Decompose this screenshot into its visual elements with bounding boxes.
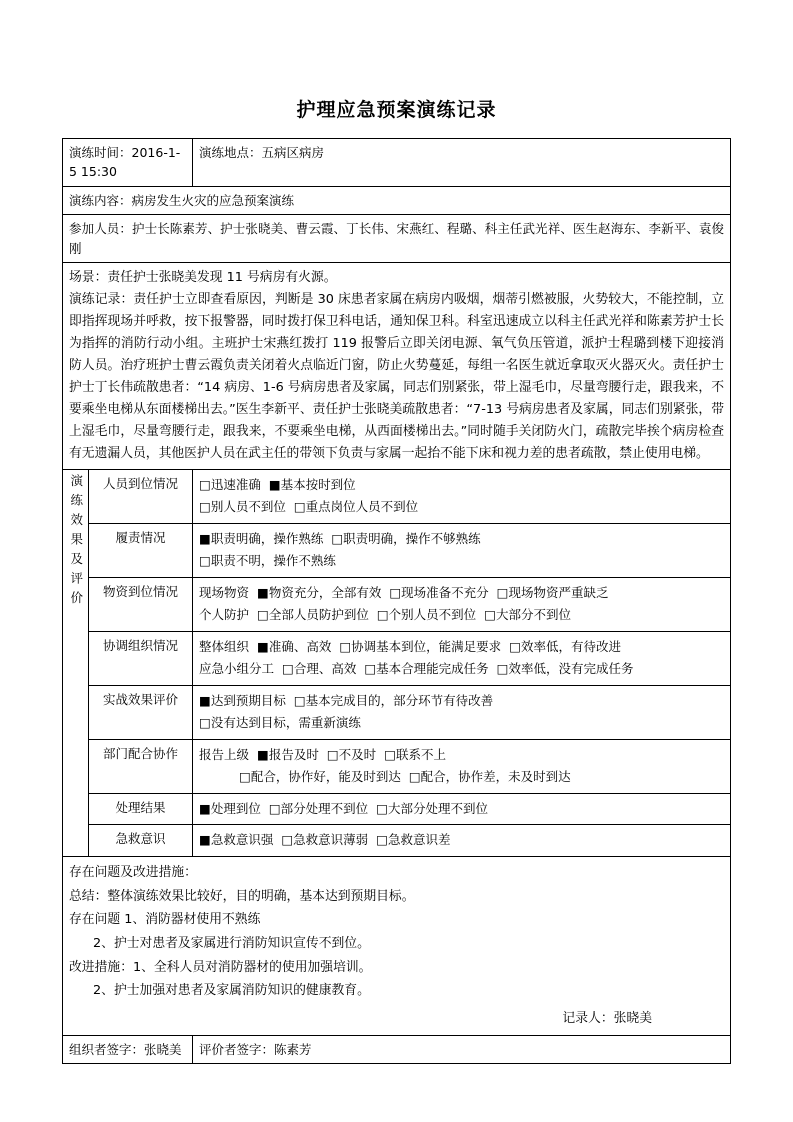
issues-measure-2: 2、护士加强对患者及家属消防知识的健康教育。	[93, 983, 370, 999]
option-group-label: 个人防护	[199, 607, 250, 623]
scene-label: 场景：	[69, 269, 108, 285]
participants-cell	[63, 215, 731, 263]
evaluation-row	[63, 685, 731, 739]
option-group-label: 报告上级	[199, 746, 250, 762]
drill-time-label: 演练时间：	[69, 145, 132, 160]
evaluation-item-options	[193, 739, 731, 793]
drill-content-label: 演练内容：	[69, 192, 132, 208]
checkbox-option-checked[interactable]: ■职责明确，操作熟练	[199, 530, 324, 546]
checkbox-option-checked[interactable]: ■达到预期目标	[199, 692, 286, 708]
checkbox-option-checked[interactable]: ■物资充分，全部有效	[257, 584, 382, 600]
evaluation-row	[63, 825, 731, 857]
evaluation-row	[63, 577, 731, 631]
checkbox-option[interactable]: □大部分不到位	[484, 607, 571, 623]
evaluation-option-line	[199, 604, 724, 627]
table-row-record	[63, 262, 731, 469]
checkbox-option[interactable]: □基本完成目的，部分环节有待改善	[293, 692, 494, 708]
evaluation-item-name: 急救意识	[89, 825, 193, 857]
evaluation-item-name: 处理结果	[89, 793, 193, 825]
evaluator-value: 陈素芳	[274, 1041, 312, 1057]
checkbox-option[interactable]: □联系不上	[384, 746, 446, 762]
evaluation-item-name: 协调组织情况	[89, 631, 193, 685]
drill-content-cell	[63, 186, 731, 214]
option-group-label: 应急小组分工	[199, 661, 275, 677]
evaluation-item-options	[193, 793, 731, 825]
evaluation-option-line	[199, 636, 724, 659]
recorder-line	[69, 1007, 724, 1031]
evaluation-option-line	[199, 712, 724, 735]
record-line	[69, 289, 724, 465]
evaluation-item-options	[193, 469, 731, 523]
drill-time-value: 2016-1-5 15:30	[69, 145, 181, 180]
checkbox-option[interactable]: □重点岗位人员不到位	[293, 499, 419, 515]
checkbox-option[interactable]: □急救意识薄弱	[281, 832, 369, 848]
checkbox-option-checked[interactable]: ■报告及时	[257, 746, 319, 762]
checkbox-option[interactable]: □个别人员不到位	[376, 607, 477, 623]
issues-problem-1	[69, 908, 724, 932]
evaluation-item-name: 物资到位情况	[89, 577, 193, 631]
page-title: 护理应急预案演练记录	[296, 99, 497, 121]
recorder-value: 张晓美	[613, 1010, 652, 1026]
organizer-label: 组织者签字：	[69, 1041, 145, 1057]
checkbox-option[interactable]: □效率低，没有完成任务	[496, 661, 634, 677]
checkbox-option[interactable]: □现场准备不充分	[389, 584, 489, 600]
evaluation-item-options	[193, 825, 731, 857]
evaluation-item-name: 履责情况	[89, 523, 193, 577]
evaluation-option-line	[199, 766, 724, 789]
issues-heading: 存在问题及改进措施：	[69, 864, 197, 880]
checkbox-option[interactable]: □基本合理能完成任务	[364, 661, 489, 677]
evaluation-row	[63, 631, 731, 685]
scene-value: 责任护士张晓美发现 11 号病房有火源。	[107, 269, 337, 285]
checkbox-option[interactable]: □急救意识差	[376, 832, 451, 848]
drill-place-cell	[193, 139, 731, 187]
table-row-issues	[63, 856, 731, 1035]
checkbox-option[interactable]: □现场物资严重缺乏	[496, 584, 609, 600]
evaluation-option-line	[199, 528, 724, 551]
scene-line	[69, 267, 724, 289]
checkbox-option-checked[interactable]: ■处理到位	[199, 800, 261, 816]
checkbox-option[interactable]: □职责明确，操作不够熟练	[331, 530, 481, 546]
evaluation-item-options	[193, 523, 731, 577]
checkbox-option[interactable]: □效率低，有待改进	[509, 638, 621, 654]
option-group-label: 现场物资	[199, 584, 250, 600]
evaluation-option-line	[199, 550, 724, 573]
evaluation-option-line	[199, 496, 724, 519]
drill-place-label: 演练地点：	[199, 145, 262, 160]
checkbox-option[interactable]: □别人员不到位	[199, 499, 286, 515]
issues-measure-1-text: 1、全科人员对消防器材的使用加强培训。	[132, 959, 372, 975]
evaluation-side-label	[63, 469, 89, 856]
checkbox-option[interactable]: □合理、高效	[282, 661, 357, 677]
evaluation-item-options	[193, 577, 731, 631]
record-label: 演练记录：	[69, 291, 134, 307]
evaluation-option-line	[199, 829, 724, 852]
issues-measures-1	[69, 956, 724, 980]
checkbox-option[interactable]: □配合，协作好，能及时到达	[239, 769, 401, 785]
drill-content-value: 病房发生火灾的应急预案演练	[131, 192, 295, 208]
checkbox-option[interactable]: □迅速准确	[199, 476, 261, 492]
checkbox-option[interactable]: □协调基本到位，能满足要求	[339, 638, 502, 654]
evaluation-option-line	[199, 658, 724, 681]
checkbox-option-checked[interactable]: ■基本按时到位	[268, 476, 356, 492]
issues-cell	[63, 856, 731, 1035]
evaluation-row	[63, 523, 731, 577]
evaluation-item-options	[193, 631, 731, 685]
checkbox-option-checked[interactable]: ■急救意识强	[199, 832, 274, 848]
checkbox-option[interactable]: □不及时	[326, 746, 377, 762]
evaluation-item-name: 人员到位情况	[89, 469, 193, 523]
evaluation-option-line	[199, 474, 724, 497]
evaluation-row	[63, 739, 731, 793]
evaluation-section	[63, 469, 731, 856]
checkbox-option-checked[interactable]: ■准确、高效	[257, 638, 332, 654]
evaluation-side-label-text: 演练效果及评价	[68, 473, 84, 611]
recorder-label: 记录人：	[562, 1010, 614, 1026]
evaluation-option-line	[199, 582, 724, 605]
evaluation-row	[63, 793, 731, 825]
record-text: 责任护士立即查看原因，判断是 30 床患者家属在病房内吸烟，烟蒂引燃被服，火势较大，不能控制，立即指挥现场并呼救，按下报警器，同时拨打保卫科电话，通知保卫科。科室迅速成立以科主任武光祥和陈素芳护士长为指挥的消防行动小组。主班护士宋燕红拨打 119 报警后立即关闭电源、氧气负压管道，派护士程璐到楼下迎接消防人员。治疗班护士曹云霞负责关闭着火点临近门窗，防止火势蔓延，每组一名医生就近拿取灭火器灭火。责任护士护士丁长伟疏散患者：“14 病房、1-6 号病房患者及家属，同志们别紧张，带上湿毛巾，尽量弯腰行走，跟我来，不要乘坐电梯从东面楼梯出去。”医生李新平、责任护士张晓美疏散患者：“7-13 号病房患者及家属，同志们别紧张，带上湿毛巾，尽量弯腰行走，跟我来，不要乘坐电梯，从西面楼梯出去。”同时随手关闭防火门，疏散完毕挨个病房检查有无遗漏人员，其他医护人员在武主任的带领下负责与家属一起抬不能下床和视力差的患者疏散，禁止使用电梯。	[69, 291, 725, 461]
issues-summary: 总结：整体演练效果比较好，目的明确，基本达到预期目标。	[69, 888, 415, 904]
participants-label: 参加人员：	[69, 221, 132, 237]
checkbox-option[interactable]: □全部人员防护到位	[257, 607, 369, 623]
organizer-value: 张晓美	[144, 1041, 182, 1057]
checkbox-option[interactable]: □部分处理不到位	[268, 800, 369, 816]
issues-measures-label: 改进措施：	[69, 959, 133, 975]
evaluation-item-options	[193, 685, 731, 739]
checkbox-option[interactable]: □职责不明，操作不熟练	[199, 553, 336, 569]
issues-problem-2: 2、护士对患者及家属进行消防知识宣传不到位。	[93, 935, 370, 951]
checkbox-option[interactable]: □没有达到目标，需重新演练	[199, 715, 361, 731]
evaluation-row	[63, 469, 731, 523]
issues-problem-1-text: 1、消防器材使用不熟练	[124, 912, 261, 928]
option-group-label: 整体组织	[199, 638, 250, 654]
evaluation-option-line	[199, 690, 724, 713]
evaluation-item-name: 实战效果评价	[89, 685, 193, 739]
table-row-content	[63, 186, 731, 214]
record-table	[62, 138, 731, 1064]
evaluation-item-name: 部门配合协作	[89, 739, 193, 793]
checkbox-option[interactable]: □配合，协作差，未及时到达	[408, 769, 571, 785]
organizer-signature-cell	[63, 1035, 193, 1063]
evaluation-option-line	[199, 744, 724, 767]
participants-value: 护士长陈素芳、护士张晓美、曹云霞、丁长伟、宋燕红、程璐、科主任武光祥、医生赵海东、李新平、袁俊刚	[69, 221, 724, 256]
evaluation-option-line	[199, 798, 724, 821]
table-row-signatures	[63, 1035, 731, 1063]
evaluator-signature-cell	[193, 1035, 731, 1063]
checkbox-option[interactable]: □大部分处理不到位	[376, 800, 488, 816]
drill-time-cell	[63, 139, 193, 187]
drill-place-value: 五病区病房	[261, 145, 325, 160]
evaluator-label: 评价者签字：	[199, 1041, 275, 1057]
table-row-time-place	[63, 139, 731, 187]
record-cell	[63, 262, 731, 469]
issues-problems-label: 存在问题	[69, 912, 121, 928]
table-row-participants	[63, 215, 731, 263]
